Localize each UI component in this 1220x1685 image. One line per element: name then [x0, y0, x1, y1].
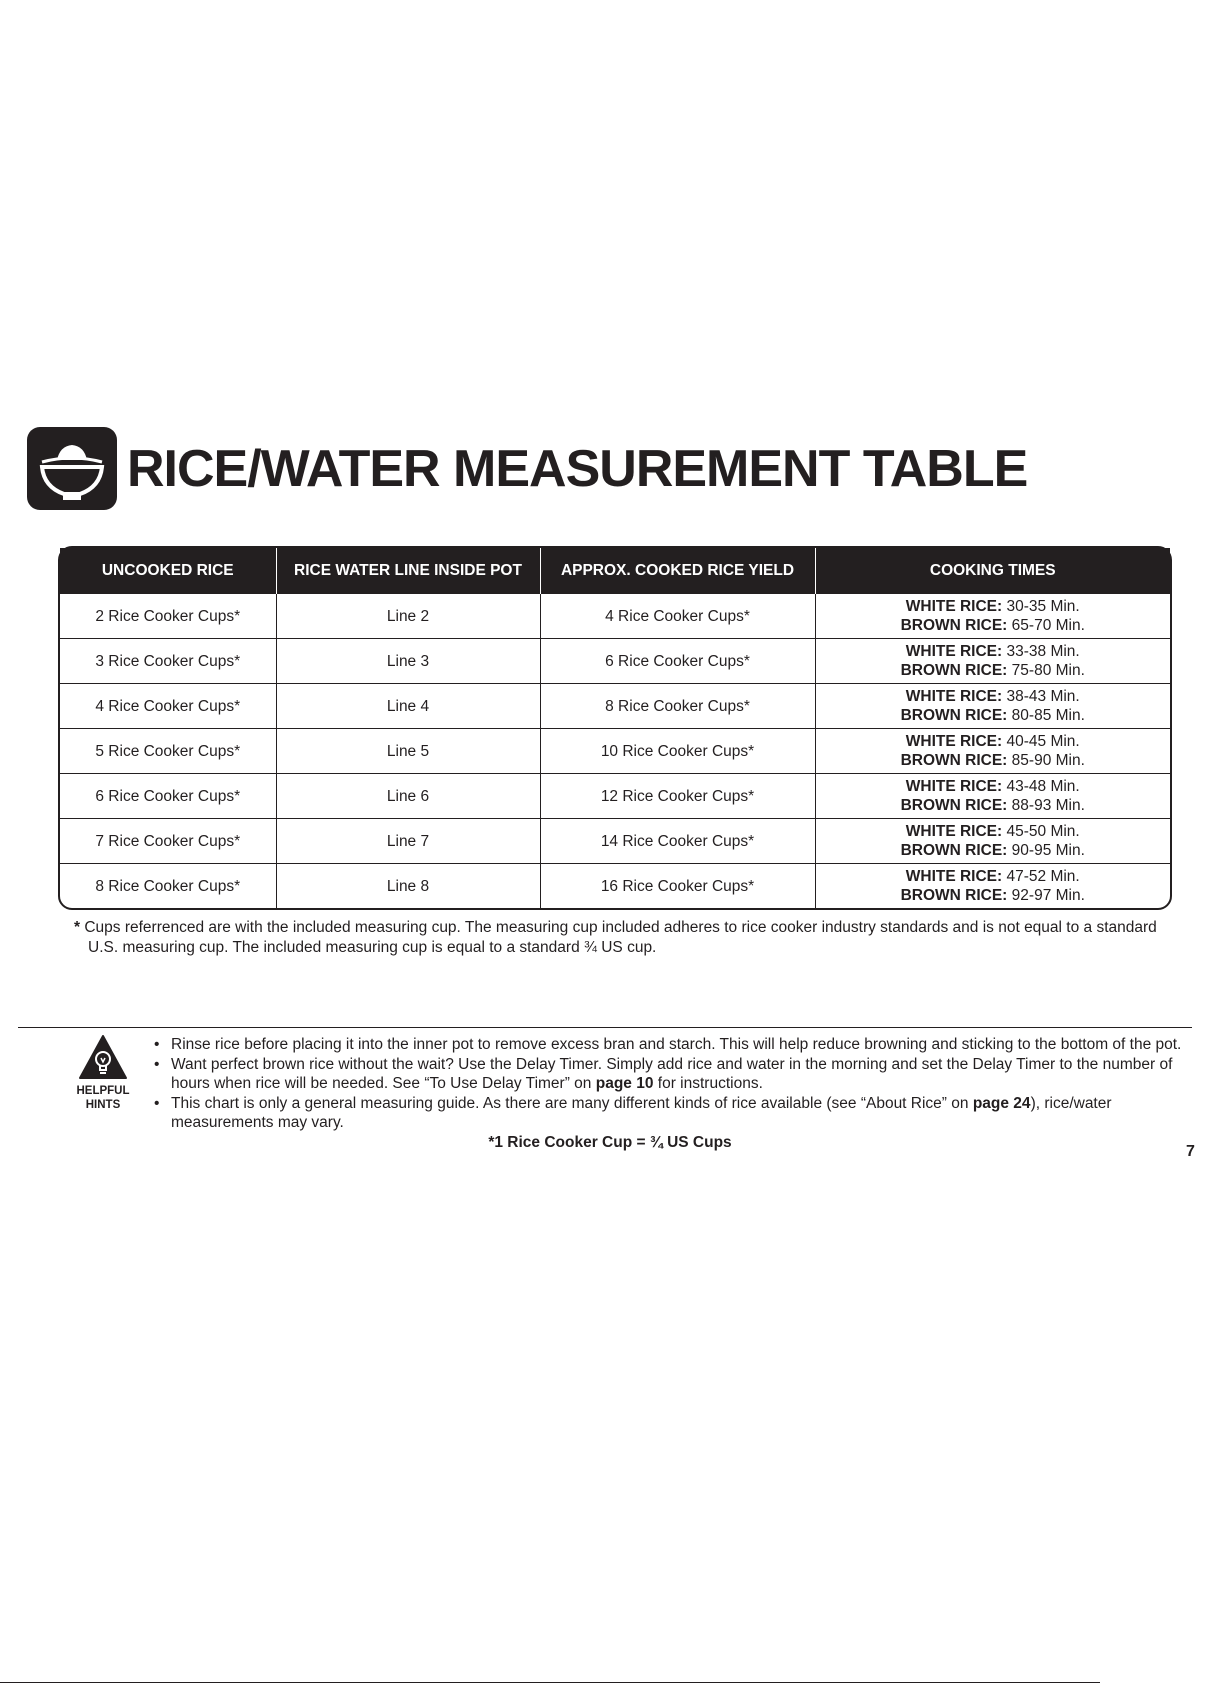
rice-bowl-icon [27, 427, 117, 510]
page-24-reference: page 24 [972, 1094, 1031, 1112]
brown-rice-time: 88-93 Min. [1007, 797, 1085, 814]
page-title: RICE/WATER MEASUREMENT TABLE [127, 439, 1028, 498]
white-rice-label: WHITE RICE: [905, 733, 1003, 750]
water-line-cell: Line 2 [276, 594, 540, 639]
uncooked-cell: 2 Rice Cooker Cups* [95, 607, 241, 625]
table-row [60, 864, 1170, 909]
uncooked-cell: 4 Rice Cooker Cups* [60, 684, 276, 729]
header-cooking-times: COOKING TIMES [815, 548, 1170, 594]
brown-rice-label: BROWN RICE: [900, 887, 1008, 904]
footnote-asterisk: * [74, 919, 81, 936]
section-divider [18, 1027, 1192, 1028]
bottom-rule [0, 1682, 1100, 1683]
hint-delay-timer [154, 1055, 1194, 1094]
cup-conversion-note: *1 Rice Cooker Cup = ¾ US Cups [488, 1134, 732, 1151]
water-line-cell: Line 3 [276, 639, 540, 684]
measuring-cup-footnote [74, 918, 1174, 957]
brown-rice-label: BROWN RICE: [900, 662, 1008, 679]
brown-rice-time: 75-80 Min. [1007, 662, 1085, 679]
footnote-line-1: Cups referrenced are with the included measuring cup. The measuring cup included adheres to rice cooker industry standards and is not equal to a standard [80, 919, 1157, 936]
helpful-hints-badge [68, 1034, 138, 1112]
water-line-cell: Line 5 [276, 729, 540, 774]
hints-list [154, 1035, 1194, 1133]
white-rice-label: WHITE RICE: [905, 688, 1003, 705]
brown-rice-time: 85-90 Min. [1007, 752, 1085, 769]
hints-label-line-1: HELPFUL [76, 1085, 130, 1097]
white-rice-time: 43-48 Min. [1002, 778, 1080, 795]
brown-rice-label: BROWN RICE: [900, 797, 1008, 814]
table-row [60, 729, 1170, 774]
water-line-cell: Line 4 [276, 684, 540, 729]
white-rice-time: 45-50 Min. [1002, 823, 1080, 840]
hint-measuring-guide-text-end: ), rice/water measurements may vary. [171, 1094, 1112, 1131]
cooking-times-cell [815, 639, 1170, 684]
yield-cell: 16 Rice Cooker Cups* [540, 864, 815, 909]
white-rice-time: 38-43 Min. [1002, 688, 1080, 705]
brown-rice-time: 92-97 Min. [1007, 887, 1085, 904]
cooking-times-cell [815, 729, 1170, 774]
uncooked-cell: 6 Rice Cooker Cups* [60, 774, 276, 819]
hints-label-line-2: HINTS [85, 1099, 121, 1111]
water-line-cell: Line 6 [276, 774, 540, 819]
table-row [60, 774, 1170, 819]
cooking-times-cell [815, 684, 1170, 729]
hint-measuring-guide-text: This chart is only a general measuring guide. As there are many different kinds of rice available (see “About Rice” on [171, 1094, 973, 1112]
brown-rice-label: BROWN RICE: [900, 752, 1008, 769]
hint-rinse-rice: • Rinse rice before placing it into the inner pot to remove excess bran and starch. This will help reduce browning and sticking to the bottom of the pot. [154, 1035, 1194, 1055]
page-number: 7 [1186, 1143, 1195, 1160]
page-10-reference: page 10 [595, 1075, 654, 1092]
brown-rice-time: 90-95 Min. [1007, 842, 1085, 859]
uncooked-cell: 3 Rice Cooker Cups* [60, 639, 276, 684]
table-row [60, 684, 1170, 729]
brown-rice-time: 65-70 Min. [1007, 617, 1085, 634]
white-rice-time: 30-35 Min. [1002, 598, 1080, 615]
white-rice-time: 40-45 Min. [1002, 733, 1080, 750]
measurement-table [58, 546, 1172, 910]
header-cooked-yield: APPROX. COOKED RICE YIELD [540, 548, 815, 594]
water-line-cell: Line 7 [276, 819, 540, 864]
table-row [60, 594, 1170, 639]
yield-cell: 4 Rice Cooker Cups* [540, 594, 815, 639]
hint-delay-timer-text-end: for instructions. [653, 1075, 763, 1092]
yield-cell: 6 Rice Cooker Cups* [540, 639, 815, 684]
table-row [60, 819, 1170, 864]
cooking-times-cell [815, 819, 1170, 864]
white-rice-label: WHITE RICE: [905, 598, 1003, 615]
cooking-times-cell [815, 864, 1170, 909]
yield-cell: 12 Rice Cooker Cups* [540, 774, 815, 819]
table-header-row [60, 548, 1170, 594]
header-water-line: RICE WATER LINE INSIDE POT [276, 548, 540, 594]
brown-rice-time: 80-85 Min. [1007, 707, 1085, 724]
cooking-times-cell [815, 594, 1170, 639]
white-rice-label: WHITE RICE: [905, 643, 1003, 660]
header-uncooked-rice: UNCOOKED RICE [60, 548, 276, 594]
white-rice-time: 47-52 Min. [1002, 868, 1080, 885]
cooking-times-cell [815, 774, 1170, 819]
brown-rice-label: BROWN RICE: [900, 707, 1008, 724]
yield-cell: 10 Rice Cooker Cups* [540, 729, 815, 774]
title-block [27, 427, 1027, 510]
brown-rice-label: BROWN RICE: [900, 842, 1008, 859]
hint-measuring-guide [154, 1094, 1194, 1133]
footnote-line-2: U.S. measuring cup. The included measuring cup is equal to a standard ¾ US cup. [88, 938, 657, 956]
white-rice-label: WHITE RICE: [905, 778, 1003, 795]
uncooked-cell: 8 Rice Cooker Cups* [60, 864, 276, 909]
yield-cell: 8 Rice Cooker Cups* [540, 684, 815, 729]
white-rice-label: WHITE RICE: [905, 823, 1003, 840]
uncooked-cell: 7 Rice Cooker Cups* [60, 819, 276, 864]
water-line-cell: Line 8 [276, 864, 540, 909]
table-row [60, 639, 1170, 684]
yield-cell: 14 Rice Cooker Cups* [540, 819, 815, 864]
uncooked-cell: 5 Rice Cooker Cups* [60, 729, 276, 774]
hint-delay-timer-text: Want perfect brown rice without the wait? Use the Delay Timer. Simply add rice and water in the morning and set the Delay Timer to the number of hours when rice will be needed. See “To Use Delay Timer” on [171, 1055, 1173, 1092]
white-rice-time: 33-38 Min. [1002, 643, 1080, 660]
lightbulb-warning-icon [78, 1034, 128, 1080]
brown-rice-label: BROWN RICE: [900, 617, 1008, 634]
white-rice-label: WHITE RICE: [905, 868, 1003, 885]
